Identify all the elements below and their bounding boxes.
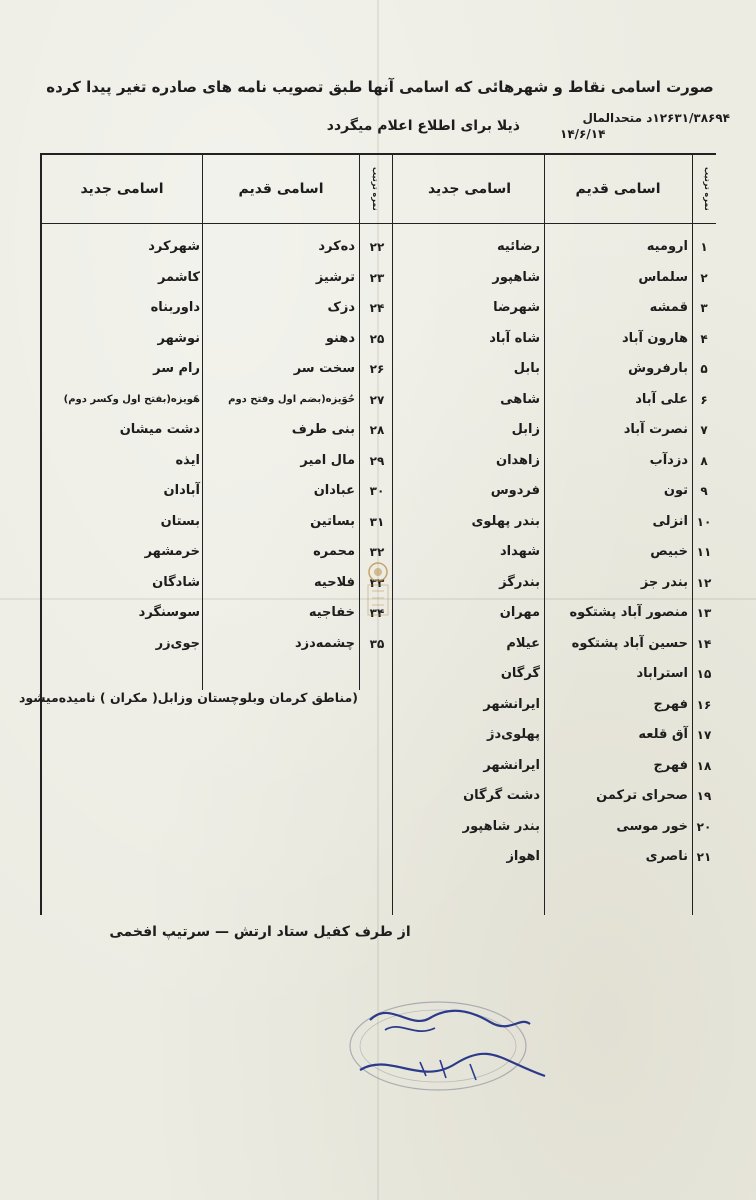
old-place-name: صحرای ترکمن xyxy=(596,788,688,803)
old-place-name: قمشه xyxy=(649,300,688,315)
header-old-name: اسامی قدیم xyxy=(575,181,661,197)
row-number: ۲۹ xyxy=(369,453,385,468)
row-number: ۳۳ xyxy=(369,575,385,590)
row-number: ۲۶ xyxy=(369,362,385,376)
old-place-name: آق قلعه xyxy=(638,727,688,742)
new-place-name: نوشهر xyxy=(157,330,200,346)
new-place-name: دشت گرگان xyxy=(463,788,540,803)
new-place-name: بندرگز xyxy=(499,574,540,590)
row-number: ۱۴ xyxy=(696,636,712,651)
new-place-name: گرگان xyxy=(500,666,540,681)
column-divider xyxy=(392,155,393,915)
new-place-name: بندر شاهپور xyxy=(462,818,540,834)
row-number: ۳ xyxy=(700,301,708,315)
old-place-name: چشمه‌دزد xyxy=(294,635,355,651)
reference-block xyxy=(540,110,730,142)
new-place-name: دشت میشان xyxy=(119,422,200,437)
old-place-name: خور موسی xyxy=(616,818,688,834)
row-number: ۱۳ xyxy=(696,606,712,620)
old-place-name: انزلی xyxy=(652,513,688,529)
column-divider xyxy=(692,155,693,915)
document-title: صورت اسامی نقاط و شهرهائی که اسامی آنها طبق تصویب نامه های صادره تغیر پیدا کرده xyxy=(46,78,714,96)
old-place-name: هارون آباد xyxy=(622,330,688,346)
old-place-name: علی آباد xyxy=(635,391,688,407)
row-number: ۱۶ xyxy=(696,697,712,712)
new-place-name: شاه آباد xyxy=(489,330,540,346)
row-number: ۳۵ xyxy=(369,636,385,651)
column-divider xyxy=(202,155,203,690)
new-place-name: هَویزه(بفتح اول وکسر دوم) xyxy=(63,393,200,405)
new-place-name: آبادان xyxy=(163,483,200,498)
new-place-name: ایذه xyxy=(175,452,200,468)
old-place-name: ترشیز xyxy=(315,269,355,285)
new-place-name: عیلام xyxy=(506,635,540,651)
old-place-name: بساتین xyxy=(310,513,355,529)
new-place-name: ایرانشهر xyxy=(483,757,540,773)
old-place-name: منصور آباد پشتکوه xyxy=(569,605,688,620)
row-number: ۷ xyxy=(700,423,708,437)
row-number: ۱۵ xyxy=(696,667,712,681)
header-number-left: نمره ترتیب xyxy=(371,167,380,211)
row-number: ۲۲ xyxy=(369,240,385,254)
reference-number: ۱۲۶۳۱/۳۸۶۹۴د xyxy=(646,111,730,125)
new-place-name: بستان xyxy=(160,513,200,529)
new-place-name: خرمشهر xyxy=(144,544,200,559)
new-place-name: شادگان xyxy=(152,574,200,590)
row-number: ۲۰ xyxy=(696,819,712,834)
old-place-name: حُوَیزه(بضم اول وفتح دوم xyxy=(228,393,355,405)
row-number: ۳۴ xyxy=(369,606,385,620)
row-number: ۱۲ xyxy=(696,575,712,590)
row-number: ۲۳ xyxy=(369,270,385,285)
new-place-name: رام سر xyxy=(153,361,200,376)
row-number: ۲۵ xyxy=(369,331,385,346)
new-place-name: شاهپور xyxy=(492,269,540,285)
old-place-name: بنی طرف xyxy=(291,422,355,437)
old-place-name: فهرج xyxy=(653,696,688,712)
new-place-name: داوربناه xyxy=(150,300,200,315)
old-place-name: بارفروش xyxy=(628,361,688,376)
row-number: ۲۸ xyxy=(369,423,385,437)
old-place-name: عبادان xyxy=(313,483,355,498)
row-number: ۳۲ xyxy=(369,545,385,559)
old-place-name: نصرت آباد xyxy=(623,422,688,437)
old-place-name: سخت سر xyxy=(293,361,355,376)
new-place-name: شهرضا xyxy=(493,300,540,315)
header-old-name-left: اسامی قدیم xyxy=(238,181,324,197)
row-number: ۲۱ xyxy=(696,850,712,864)
row-number: ۹ xyxy=(700,484,708,498)
new-place-name: سوسنگرد xyxy=(138,605,200,620)
header-divider xyxy=(42,223,716,224)
row-number: ۲۴ xyxy=(369,301,385,315)
row-number: ۶ xyxy=(700,392,708,407)
new-place-name: زابل xyxy=(511,422,540,437)
new-place-name: شاهی xyxy=(500,391,540,407)
new-place-name: مهران xyxy=(499,605,540,620)
old-place-name: دزدآب xyxy=(649,452,688,468)
reference-label: متحدالمال xyxy=(582,111,643,125)
old-place-name: خفاجیه xyxy=(308,605,355,620)
old-place-name: فهرج xyxy=(653,757,688,773)
row-number: ۱۷ xyxy=(696,728,712,742)
new-place-name: کاشمر xyxy=(157,269,200,285)
old-place-name: ده‌کرد xyxy=(318,239,355,254)
old-place-name: سلماس xyxy=(638,269,688,285)
new-place-name: فردوس xyxy=(490,483,540,498)
old-place-name: بندر جز xyxy=(640,574,688,590)
row-number: ۱۰ xyxy=(696,514,712,529)
old-place-name: ارومیه xyxy=(646,239,688,254)
regions-note: (مناطق کرمان وبلوچستان وزابل( مکران ) نامیده‌میشود xyxy=(18,690,358,705)
row-number: ۱۸ xyxy=(696,758,712,773)
old-place-name: دهنو xyxy=(325,330,355,346)
row-number: ۲۷ xyxy=(369,392,385,407)
old-place-name: ناصری xyxy=(645,849,688,864)
old-place-name: محمره xyxy=(313,544,355,559)
new-place-name: ایرانشهر xyxy=(483,696,540,712)
row-number: ۲ xyxy=(700,270,708,285)
document-date: ۱۴/۶/۱۴ xyxy=(560,127,606,141)
footer-signatory: از طرف کفیل ستاد ارتش — سرتیپ افخمی xyxy=(109,924,411,940)
new-place-name: شهرکرد xyxy=(148,239,200,254)
column-divider xyxy=(544,155,545,915)
new-place-name: شهداد xyxy=(499,544,540,559)
row-number: ۳۰ xyxy=(369,484,385,498)
new-place-name: زاهدان xyxy=(495,452,540,468)
new-place-name: پهلوی‌دژ xyxy=(487,727,540,742)
new-place-name: بندر پهلوی xyxy=(471,513,540,529)
old-place-name: حسین آباد پشتکوه xyxy=(571,635,688,651)
row-number: ۱۹ xyxy=(696,789,712,803)
old-place-name: فلاحیه xyxy=(314,574,355,590)
new-place-name: اهواز xyxy=(506,849,540,864)
old-place-name: دزک xyxy=(327,300,355,315)
document-subtitle: ذیلا برای اطلاع اعلام میگردد xyxy=(326,118,520,134)
row-number: ۴ xyxy=(700,331,708,346)
old-place-name: تون xyxy=(663,483,688,498)
row-number: ۱ xyxy=(700,240,708,254)
old-place-name: استراباد xyxy=(636,666,688,681)
new-place-name: رضائیه xyxy=(497,239,540,254)
header-new-name-left: اسامی جدید xyxy=(80,181,164,197)
library-stamp-icon xyxy=(360,558,396,620)
header-number: نمره ترتیب xyxy=(703,167,712,211)
row-number: ۳۱ xyxy=(369,514,385,529)
new-place-name: جوی‌زر xyxy=(155,635,200,651)
row-number: ۱۱ xyxy=(696,545,712,559)
new-place-name: بابل xyxy=(513,361,540,376)
header-new-name: اسامی جدید xyxy=(427,181,512,197)
row-number: ۸ xyxy=(700,453,708,468)
official-seal-signature-icon xyxy=(330,990,560,1100)
old-place-name: مال امیر xyxy=(300,452,355,468)
names-table xyxy=(18,153,716,915)
old-place-name: خبیص xyxy=(650,544,688,559)
row-number: ۵ xyxy=(700,362,708,376)
